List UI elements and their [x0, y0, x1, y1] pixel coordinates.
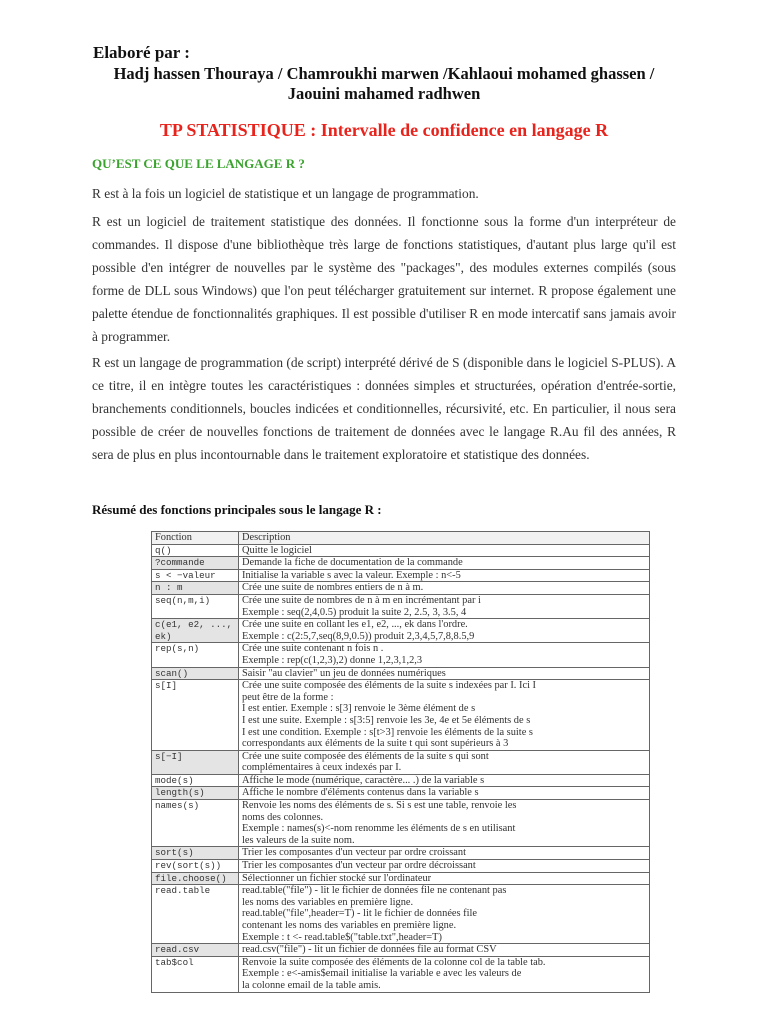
authors	[90, 64, 678, 104]
description-cell	[239, 594, 650, 618]
function-cell: rep(s,n)	[152, 643, 239, 667]
description-line: Exemple : t <- read.table$("table.txt",header=T)	[242, 931, 442, 943]
description-line: Sélectionner un fichier stocké sur l'ordinateur	[242, 872, 432, 884]
description-line: I est une condition. Exemple : s[t>3] renvoie les éléments de la suite s	[242, 726, 533, 738]
header-description: Description	[239, 532, 650, 545]
description-line: Crée une suite de nombres entiers de n à m.	[242, 582, 424, 594]
description-cell	[239, 860, 650, 873]
functions-table	[151, 531, 650, 993]
description-line: I est entier. Exemple : s[3] renvoie le 3ème élément de s	[242, 703, 476, 715]
paragraph-3: R est un langage de programmation (de script) interprété dérivé de S (disponible dans le logiciel S-PLUS). A ce titre, il en intègre toutes les caractéristiques : données simples et structurées, opération d'entrée-sortie, branchements conditionnels, boucles indicées et conditionnelles, récursivité, etc. En particulier, il nous sera possible de créer de nouvelles fonctions de traitement de données avec le langage R.Au fil des années, R sera de plus en plus incontournable dans le traitement exploratoire et statistique des données.	[92, 355, 676, 462]
table-row	[152, 885, 650, 944]
description-cell	[239, 569, 650, 582]
function-cell: q()	[152, 544, 239, 557]
description-line: noms des colonnes.	[242, 811, 324, 823]
table-row	[152, 582, 650, 595]
table-body	[152, 544, 650, 992]
description-line: correspondants aux éléments de la suite t qui sont supérieurs à 3	[242, 738, 509, 750]
description-cell	[239, 800, 650, 847]
function-cell: s[−I]	[152, 750, 239, 774]
table-row	[152, 544, 650, 557]
header-fonction: Fonction	[152, 532, 239, 545]
table-row	[152, 956, 650, 992]
description-cell	[239, 750, 650, 774]
description-line: Demande la fiche de documentation de la commande	[242, 557, 463, 569]
description-cell	[239, 557, 650, 570]
summary-heading: Résumé des fonctions principales sous le langage R :	[92, 502, 382, 517]
function-cell: s < −valeur	[152, 569, 239, 582]
function-cell: names(s)	[152, 800, 239, 847]
description-line: read.table("file",header=T) - lit le fichier de données file	[242, 908, 478, 920]
description-line: Trier les composantes d'un vecteur par ordre décroissant	[242, 860, 476, 872]
table-row	[152, 944, 650, 957]
description-line: Crée une suite de nombres de n à m en incrémentant par i	[242, 594, 481, 606]
function-cell: sort(s)	[152, 847, 239, 860]
description-cell	[239, 944, 650, 957]
paragraph-2: R est un logiciel de traitement statistique des données. Il fonctionne sous la forme d'un interpréteur de commandes. Il dispose d'une bibliothèque très large de fonctions statistiques, d'autant plus large qu'il est possible d'en intégrer de nouvelles par le système des "packages", des modules externes compilés (sous forme de DLL sous Windows) que l'on peut télécharger gratuitement sur internet. R propose également une palette étendue de fonctionnalités graphiques. Il est possible d'utiliser R en mode intercatif sans jamais avoir à programmer.	[92, 214, 676, 344]
description-cell	[239, 885, 650, 944]
description-line: Saisir "au clavier" un jeu de données numériques	[242, 667, 446, 679]
description-cell	[239, 582, 650, 595]
description-cell	[239, 847, 650, 860]
description-line: les valeurs de la suite nom.	[242, 834, 355, 846]
description-cell	[239, 787, 650, 800]
function-cell: read.csv	[152, 944, 239, 957]
description-line: Crée une suite composée des éléments de la suite s indexées par I. Ici I	[242, 680, 537, 692]
description-line: Exemple : seq(2,4,0.5) produit la suite 2, 2.5, 3, 3.5, 4	[242, 606, 467, 618]
paragraph-1: R est à la fois un logiciel de statistique et un langage de programmation.	[92, 186, 479, 201]
function-cell: s[I]	[152, 680, 239, 751]
table-row	[152, 774, 650, 787]
description-cell	[239, 619, 650, 643]
description-cell	[239, 872, 650, 885]
description-line: Trier les composantes d'un vecteur par ordre croissant	[242, 847, 466, 859]
table-row	[152, 680, 650, 751]
description-line: Affiche le nombre d'éléments contenus dans la variable s	[242, 787, 479, 799]
description-cell	[239, 680, 650, 751]
description-line: Exemple : c(2:5,7,seq(8,9,0.5)) produit 2,3,4,5,7,8,8.5,9	[242, 630, 475, 642]
description-line: Exemple : e<-amis$email initialise la variable e avec les valeurs de	[242, 968, 522, 980]
description-line: Renvoie les noms des éléments de s. Si s est une table, renvoie les	[242, 800, 517, 812]
description-line: Initialise la variable s avec la valeur. Exemple : n<-5	[242, 569, 461, 581]
description-line: Crée une suite composée des éléments de la suite s qui sont	[242, 750, 489, 762]
function-cell: scan()	[152, 667, 239, 680]
table-row	[152, 569, 650, 582]
table-row	[152, 872, 650, 885]
authors-line-2: Jaouini mahamed radhwen	[287, 84, 481, 103]
description-cell	[239, 774, 650, 787]
function-cell: ?commande	[152, 557, 239, 570]
table-row	[152, 750, 650, 774]
description-line: les noms des variables en première ligne.	[242, 896, 414, 908]
description-line: Exemple : rep(c(1,2,3),2) donne 1,2,3,1,2,3	[242, 654, 423, 666]
description-line: Quitte le logiciel	[242, 544, 312, 556]
description-line: I est une suite. Exemple : s[3:5] renvoie les 3e, 4e et 5e éléments de s	[242, 714, 531, 726]
description-cell	[239, 956, 650, 992]
description-line: complémentaires à ceux indexés par I.	[242, 762, 402, 774]
description-cell	[239, 643, 650, 667]
function-cell: tab$col	[152, 956, 239, 992]
function-cell: n : m	[152, 582, 239, 595]
description-line: Crée une suite en collant les e1, e2, ..., ek dans l'ordre.	[242, 619, 468, 631]
table-row	[152, 557, 650, 570]
table-row	[152, 643, 650, 667]
description-line: Exemple : names(s)<-nom renomme les éléments de s en utilisant	[242, 823, 516, 835]
table-row	[152, 847, 650, 860]
description-line: Affiche le mode (numérique, caractère... .) de la variable s	[242, 774, 485, 786]
section-heading: QU’EST CE QUE LE LANGAGE R ?	[92, 156, 305, 171]
description-line: read.csv("file") - lit un fichier de données file au format CSV	[242, 944, 497, 956]
table-row	[152, 619, 650, 643]
description-line: read.table("file") - lit le fichier de données file ne contenant pas	[242, 885, 507, 897]
table-header-row	[152, 532, 650, 545]
function-cell: c(e1, e2, ..., ek)	[152, 619, 239, 643]
description-line: contenant les noms des variables en première ligne.	[242, 920, 457, 931]
description-line: la colonne email de la table amis.	[242, 979, 381, 991]
function-cell: mode(s)	[152, 774, 239, 787]
function-cell: read.table	[152, 885, 239, 944]
table-row	[152, 594, 650, 618]
description-cell	[239, 544, 650, 557]
description-line: Crée une suite contenant n fois n .	[242, 643, 384, 655]
table-row	[152, 800, 650, 847]
table-row	[152, 667, 650, 680]
function-cell: file.choose()	[152, 872, 239, 885]
function-cell: seq(n,m,i)	[152, 594, 239, 618]
elabore-label: Elaboré par :	[93, 43, 190, 62]
document-title: TP STATISTIQUE : Intervalle de confidence en langage R	[159, 120, 609, 140]
function-cell: rev(sort(s))	[152, 860, 239, 873]
authors-line-1: Hadj hassen Thouraya / Chamroukhi marwen /Kahlaoui mohamed ghassen /	[113, 64, 655, 83]
description-line: peut être de la forme :	[242, 691, 334, 703]
function-cell: length(s)	[152, 787, 239, 800]
table-row	[152, 787, 650, 800]
table-row	[152, 860, 650, 873]
description-line: Renvoie la suite composée des éléments de la colonne col de la table tab.	[242, 956, 546, 968]
description-cell	[239, 667, 650, 680]
